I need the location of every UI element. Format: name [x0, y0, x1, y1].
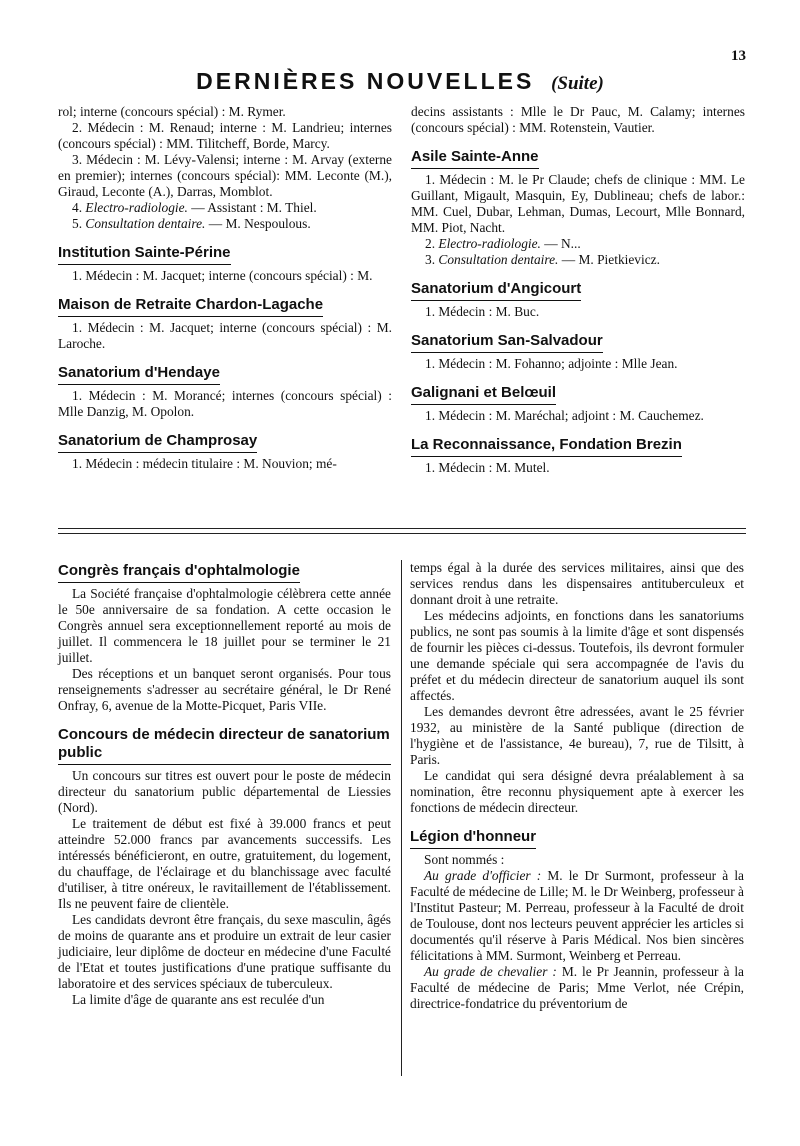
section-heading: Sanatorium San-Salvadour	[411, 332, 603, 353]
paragraph: Les médecins adjoints, en fonctions dans les sanatoriums publics, ne sont pas soumis à la limite d'âge et sont dispensés de fournir les pièces ci-dessus. Toutefois, ils devront formuler une demande spéciale qui sera accompagnée de l'avis du préfet et du médecin directeur de sanatorium auquel ils sont affectés.	[410, 608, 744, 703]
section-heading: Congrès français d'ophtalmologie	[58, 562, 300, 583]
section-heading: Maison de Retraite Chardon-Lagache	[58, 296, 323, 317]
paragraph: temps égal à la durée des services militaires, ainsi que des services rendus dans les dispensaires antituberculeux et donnant droit à une retraite.	[410, 560, 744, 607]
page-number: 13	[731, 48, 746, 64]
section-heading: Sanatorium d'Angicourt	[411, 280, 581, 301]
header-title: DERNIÈRES NOUVELLES	[196, 68, 535, 94]
paragraph: 1. Médecin : M. Morancé; internes (concours spécial) : Mlle Danzig, M. Opolon.	[58, 388, 392, 419]
paragraph: Au grade d'officier : M. le Dr Surmont, professeur à la Faculté de médecine de Lille; M. le Dr Weinberg, professeur à l'Institut Pasteur; M. Perreau, professeur à la Faculté de droit de Toulouse, dont nos lecteurs peuvent apprécier les articles si documentés qu'il réserve à Paris Médical. Nos bien sincères félicitations à MM. Surmont, Weinberg et Perreau.	[410, 868, 744, 963]
column-divider	[401, 560, 402, 1076]
paragraph: Sont nommés :	[424, 852, 505, 867]
paragraph: Au grade de chevalier : M. le Pr Jeannin, professeur à la Faculté de médecine de Paris; Mme Verlot, née Crépin, directrice-fondatrice du préventorium de	[410, 964, 745, 1011]
divider	[58, 533, 746, 534]
paragraph: Le candidat qui sera désigné devra préalablement à sa nomination, être reconnu physiquement apte à exercer les fonctions de médecin directeur.	[410, 768, 744, 815]
paragraph: 1. Médecin : M. Fohanno; adjointe : Mlle Jean.	[425, 356, 678, 371]
paragraph: 1. Médecin : M. Jacquet; interne (concours spécial) : M.	[72, 268, 373, 283]
section-heading: Asile Sainte-Anne	[411, 148, 539, 169]
paragraph: 5. Consultation dentaire. — M. Nespoulous.	[72, 216, 311, 231]
top-left-column	[58, 104, 392, 472]
paragraph: rol; interne (concours spécial) : M. Rymer.	[58, 104, 286, 119]
section-heading: Concours de médecin directeur de sanatorium public	[58, 726, 391, 765]
page-header	[0, 68, 800, 95]
paragraph: Le traitement de début est fixé à 39.000 francs et peut atteindre 52.000 francs par avancements successifs. Les intéressés bénéficieront, en outre, gratuitement, du logement, du chauffage, de l'éclairage et du blanchissage avec faculté d'utiliser, à titre onéreux, le ravitaillement de l'établissement. Ils ne peuvent faire de clientèle.	[58, 816, 391, 911]
section-heading: La Reconnaissance, Fondation Brezin	[411, 436, 682, 457]
paragraph: La Société française d'ophtalmologie célèbrera cette année le 50e anniversaire de sa fondation. A cette occasion le Congrès annuel sera exceptionnellement reporté au mois de juillet. Il commencera le 18 juillet pour se terminer le 21 juillet.	[58, 586, 391, 665]
paragraph: 2. Electro-radiologie. — N...	[425, 236, 581, 251]
bottom-left-column	[58, 560, 391, 1008]
section-heading: Légion d'honneur	[410, 828, 536, 849]
divider	[58, 528, 746, 529]
paragraph: La limite d'âge de quarante ans est reculée d'un	[72, 992, 325, 1007]
paragraph: 1. Médecin : médecin titulaire : M. Nouvion; mé-	[72, 456, 337, 471]
paragraph: 1. Médecin : M. Maréchal; adjoint : M. Cauchemez.	[425, 408, 704, 423]
paragraph: Des réceptions et un banquet seront organisés. Pour tous renseignements s'adresser au secrétaire général, le Dr René Onfray, 6, avenue de la Motte-Picquet, Paris VIIe.	[58, 666, 391, 713]
paragraph: Les candidats devront être français, du sexe masculin, âgés de moins de quarante ans et produire un extrait de leur casier judiciaire, leur diplôme de docteur en médecine d'une Faculté de l'Etat et toutes justifications d'une pratique suffisante du laboratoire et des services spéciaux de tuberculeux.	[58, 912, 391, 991]
paragraph: 4. Electro-radiologie. — Assistant : M. Thiel.	[72, 200, 317, 215]
paragraph: 1. Médecin : M. Mutel.	[425, 460, 550, 475]
paragraph: 1. Médecin : M. Jacquet; interne (concours spécial) : M. Laroche.	[58, 320, 392, 351]
paragraph: 3. Médecin : M. Lévy-Valensi; interne : M. Arvay (externe en premier); internes (concours spécial): MM. Leconte (M.), Giraud, Leconte (A.), Darras, Momblot.	[58, 152, 392, 199]
paragraph: Un concours sur titres est ouvert pour le poste de médecin directeur du sanatorium public départemental de Liessies (Nord).	[58, 768, 391, 815]
paragraph: decins assistants : Mlle le Dr Pauc, M. Calamy; internes (concours spécial) : MM. Rotenstein, Vautier.	[411, 104, 745, 135]
paragraph: 2. Médecin : M. Renaud; interne : M. Landrieu; internes (concours spécial) : MM. Tilitcheff, Borde, Marcy.	[58, 120, 392, 151]
paragraph: 1. Médecin : M. le Pr Claude; chefs de clinique : MM. Le Guillant, Migault, Masquin, Ey, Dublineau; chefs de labor.: MM. Cuel, Dubar, Lehman, Dumas, Lecourt, Mlle Bonnard, MM. Piot, Nacht.	[411, 172, 745, 235]
header-suite: (Suite)	[551, 73, 604, 94]
section-heading: Sanatorium d'Hendaye	[58, 364, 220, 385]
paragraph: 1. Médecin : M. Buc.	[425, 304, 540, 319]
section-heading: Institution Sainte-Périne	[58, 244, 231, 265]
section-heading: Galignani et Belœuil	[411, 384, 556, 405]
paragraph: Les demandes devront être adressées, avant le 25 février 1932, au ministère de la Santé publique (direction de l'hygiène et de l'assistance, 4e bureau), 7, rue de Tilsitt, à Paris.	[410, 704, 744, 767]
section-heading: Sanatorium de Champrosay	[58, 432, 257, 453]
top-right-column	[411, 104, 745, 476]
bottom-right-column	[410, 560, 744, 1012]
paragraph: 3. Consultation dentaire. — M. Pietkievicz.	[425, 252, 660, 267]
